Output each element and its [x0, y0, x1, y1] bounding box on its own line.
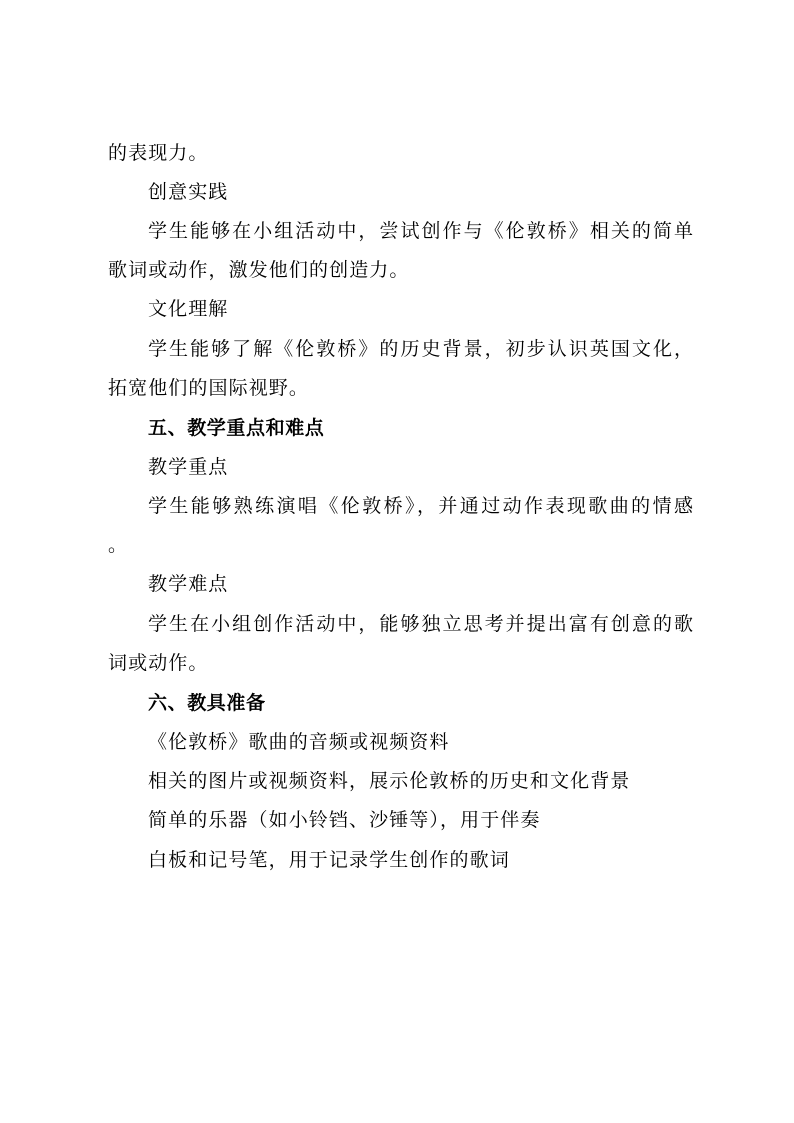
paragraph-line: 。 — [108, 534, 129, 556]
subheading-teaching-focus: 教学重点 — [148, 456, 229, 478]
paragraph-line: 学生能够了解《伦敦桥》的历史背景，初步认识英国文化， — [148, 338, 693, 360]
list-item: 白板和记号笔，用于记录学生创作的歌词 — [148, 849, 510, 871]
paragraph-line: 学生在小组创作活动中，能够独立思考并提出富有创意的歌 — [148, 613, 693, 635]
subheading-creative-practice: 创意实践 — [148, 181, 229, 203]
paragraph-line: 歌词或动作，激发他们的创造力。 — [108, 259, 410, 281]
list-item: 《伦敦桥》歌曲的音频或视频资料 — [148, 731, 450, 753]
section-heading-teaching-aids: 六、教具准备 — [148, 692, 266, 714]
paragraph-line: 学生能够熟练演唱《伦敦桥》，并通过动作表现歌曲的情感 — [148, 495, 693, 517]
section-heading-key-points: 五、教学重点和难点 — [148, 417, 325, 439]
paragraph-line: 拓宽他们的国际视野。 — [108, 377, 310, 399]
list-item: 相关的图片或视频资料，展示伦敦桥的历史和文化背景 — [148, 770, 631, 792]
list-item: 简单的乐器（如小铃铛、沙锤等），用于伴奏 — [148, 809, 541, 831]
paragraph-continuation: 的表现力。 — [108, 142, 209, 164]
paragraph-line: 词或动作。 — [108, 652, 209, 674]
subheading-cultural-understanding: 文化理解 — [148, 298, 229, 320]
subheading-teaching-difficulty: 教学难点 — [148, 573, 229, 595]
paragraph-line: 学生能够在小组活动中，尝试创作与《伦敦桥》相关的简单 — [148, 220, 693, 242]
